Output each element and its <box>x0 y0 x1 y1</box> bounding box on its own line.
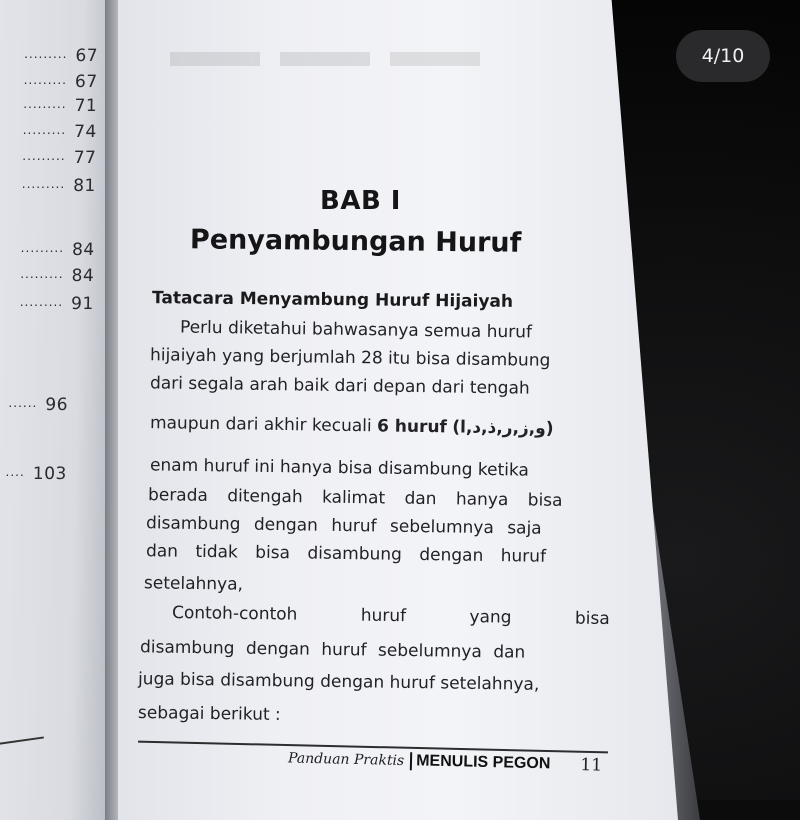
left-footer-rule <box>0 736 44 749</box>
page-number: 11 <box>580 755 603 776</box>
footer-series: MENULIS PEGON <box>410 752 551 773</box>
toc-entry: .... 103 <box>5 464 67 484</box>
toc-entry: ......... 84 <box>20 240 95 260</box>
right-page <box>118 0 678 820</box>
body-line: disambung dengan huruf sebelumnya saja <box>145 513 542 539</box>
body-line: hijaiyah yang berjumlah 28 itu bisa disambung <box>149 345 551 371</box>
arabic-letters: (و,ز,ر,ذ,د,ا) <box>452 417 554 439</box>
toc-entry: ......... 91 <box>19 294 94 314</box>
toc-entry: ......... 74 <box>22 122 97 142</box>
chapter-title: Penyambungan Huruf <box>189 224 522 259</box>
toc-entry: ......... 67 <box>24 46 99 66</box>
image-counter-badge: 4/10 <box>676 30 770 82</box>
body-line: maupun dari akhir kecuali 6 huruf (و,ز,ر,ذ,د,ا) <box>149 413 554 439</box>
section-heading: Tatacara Menyambung Huruf Hijaiyah <box>151 288 514 312</box>
toc-entry: ......... 84 <box>20 266 95 286</box>
body-line: enam huruf ini hanya bisa disambung ketika <box>149 455 530 481</box>
body-line: dari segala arah baik dari depan dari tengah <box>149 373 530 399</box>
body-line: dan tidak bisa disambung dengan huruf <box>145 541 547 567</box>
body-line: sebagai berikut : <box>137 703 281 725</box>
show-through-text <box>170 52 550 92</box>
chapter-number: BAB I <box>320 186 401 216</box>
body-line: disambung dengan huruf sebelumnya dan <box>139 637 526 663</box>
footer-brand: Panduan Praktis <box>287 750 405 770</box>
toc-entry: ......... 67 <box>23 72 98 92</box>
body-line: Perlu diketahui bahwasanya semua huruf <box>179 317 533 343</box>
body-line: juga bisa disambung dengan huruf setelahnya, <box>137 669 540 695</box>
body-line: Contoh-contoh huruf yang bisa <box>171 602 610 630</box>
toc-entry: ......... 71 <box>23 96 98 116</box>
toc-entry: ......... 77 <box>22 148 97 168</box>
toc-entry: ......... 81 <box>21 176 96 196</box>
body-line: setelahnya, <box>143 573 244 595</box>
toc-entry: ...... 96 <box>8 395 69 415</box>
body-line: berada ditengah kalimat dan hanya bisa <box>147 485 563 511</box>
